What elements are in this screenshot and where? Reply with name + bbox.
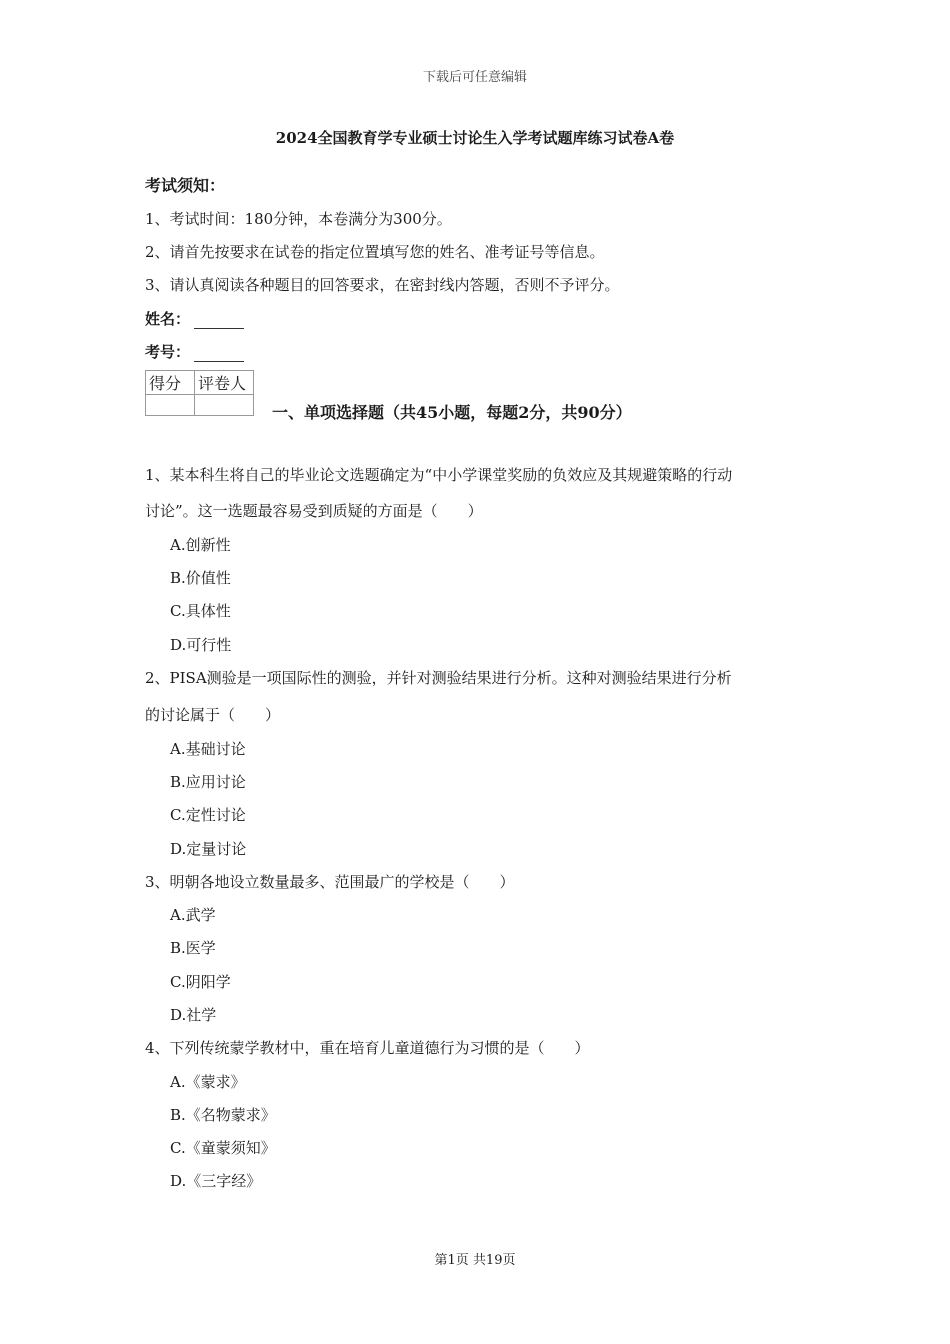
- grader-cell[interactable]: [195, 395, 254, 416]
- question-3-option: C.阴阳学: [170, 973, 231, 991]
- page-number: 第1页 共19页: [434, 1253, 516, 1268]
- question-2-option: B.应用讨论: [170, 773, 246, 791]
- id-field: [145, 341, 244, 362]
- grader-header: 评卷人: [195, 371, 254, 395]
- score-cell[interactable]: [146, 395, 195, 416]
- question-4-option: A.《蒙求》: [170, 1073, 246, 1091]
- question-4-text: 4、下列传统蒙学教材中，重在培育儿童道德行为习惯的是（ ）: [145, 1039, 590, 1057]
- question-3-option: D.社学: [170, 1006, 217, 1024]
- download-note: 下载后可任意编辑: [422, 70, 527, 85]
- question-2-option: D.定量讨论: [170, 840, 247, 858]
- name-field: [145, 308, 244, 329]
- question-3-text: 3、明朝各地设立数量最多、范围最广的学校是（ ）: [145, 873, 515, 891]
- document-title: 2024全国教育学专业硕士讨论生入学考试题库练习试卷A卷: [275, 129, 675, 147]
- question-3-option: A.武学: [170, 906, 216, 924]
- score-table: [145, 370, 254, 416]
- name-label: 姓名：: [145, 310, 191, 328]
- question-2-text: 的讨论属于（ ）: [145, 706, 281, 724]
- question-1-option: D.可行性: [170, 636, 232, 654]
- question-2-option: A.基础讨论: [170, 740, 246, 758]
- question-1-option: B.价值性: [170, 569, 231, 587]
- id-blank[interactable]: [194, 347, 244, 362]
- notice-item: 3、请认真阅读各种题目的回答要求，在密封线内答题，否则不予评分。: [145, 276, 620, 294]
- question-1-option: C.具体性: [170, 602, 231, 620]
- id-label: 考号：: [145, 343, 191, 361]
- section-title: 一、单项选择题（共45小题，每题2分，共90分）: [272, 403, 632, 422]
- score-header: 得分: [146, 371, 195, 395]
- question-4-option: D.《三字经》: [170, 1172, 262, 1190]
- name-blank[interactable]: [194, 314, 244, 329]
- question-4-option: C.《童蒙须知》: [170, 1139, 276, 1157]
- question-1-option: A.创新性: [170, 536, 231, 554]
- question-3-option: B.医学: [170, 939, 216, 957]
- notice-item: 2、请首先按要求在试卷的指定位置填写您的姓名、准考证号等信息。: [145, 243, 605, 261]
- question-2-option: C.定性讨论: [170, 806, 246, 824]
- question-2-text: 2、PISA测验是一项国际性的测验，并针对测验结果进行分析。这种对测验结果进行分析: [145, 669, 732, 687]
- notice-heading: 考试须知：: [145, 176, 226, 195]
- notice-item: 1、考试时间：180分钟，本卷满分为300分。: [145, 210, 452, 228]
- question-4-option: B.《名物蒙求》: [170, 1106, 276, 1124]
- question-1-text: 讨论”。这一选题最容易受到质疑的方面是（ ）: [145, 502, 483, 520]
- question-1-text: 1、某本科生将自己的毕业论文选题确定为“中小学课堂奖励的负效应及其规避策略的行动: [145, 466, 733, 484]
